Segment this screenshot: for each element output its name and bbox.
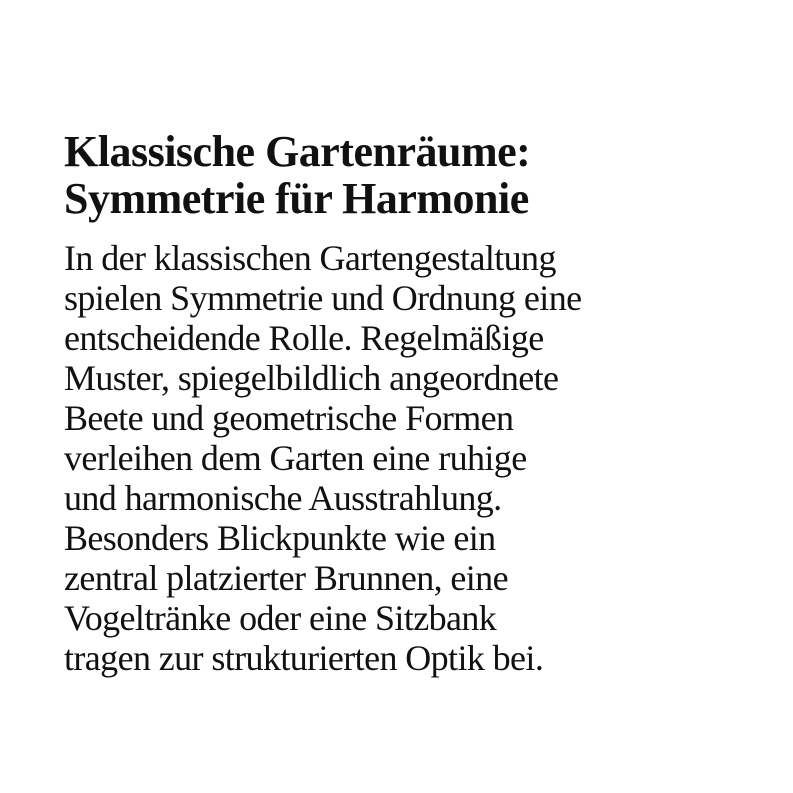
paragraph-line: In der klassischen Gartengestaltung bbox=[64, 238, 556, 278]
paragraph-line: entscheidende Rolle. Regelmäßige bbox=[64, 318, 544, 358]
paragraph-line: spielen Symmetrie und Ordnung eine bbox=[64, 278, 582, 318]
page-title-line: Symmetrie für Harmonie bbox=[64, 174, 529, 223]
article-paragraph bbox=[64, 238, 733, 678]
page-title-line: Klassische Gartenräume: bbox=[64, 127, 531, 176]
paragraph-line: und harmonische Ausstrahlung. bbox=[64, 478, 502, 518]
paragraph-line: tragen zur strukturierten Optik bei. bbox=[64, 638, 544, 678]
page-title bbox=[64, 128, 733, 222]
paragraph-line: zentral platzierter Brunnen, eine bbox=[64, 558, 508, 598]
paragraph-line: Beete und geometrische Formen bbox=[64, 398, 514, 438]
paragraph-line: verleihen dem Garten eine ruhige bbox=[64, 438, 527, 478]
paragraph-line: Muster, spiegelbildlich angeordnete bbox=[64, 358, 559, 398]
paragraph-line: Besonders Blickpunkte wie ein bbox=[64, 518, 496, 558]
paragraph-line: Vogeltränke oder eine Sitzbank bbox=[64, 598, 497, 638]
